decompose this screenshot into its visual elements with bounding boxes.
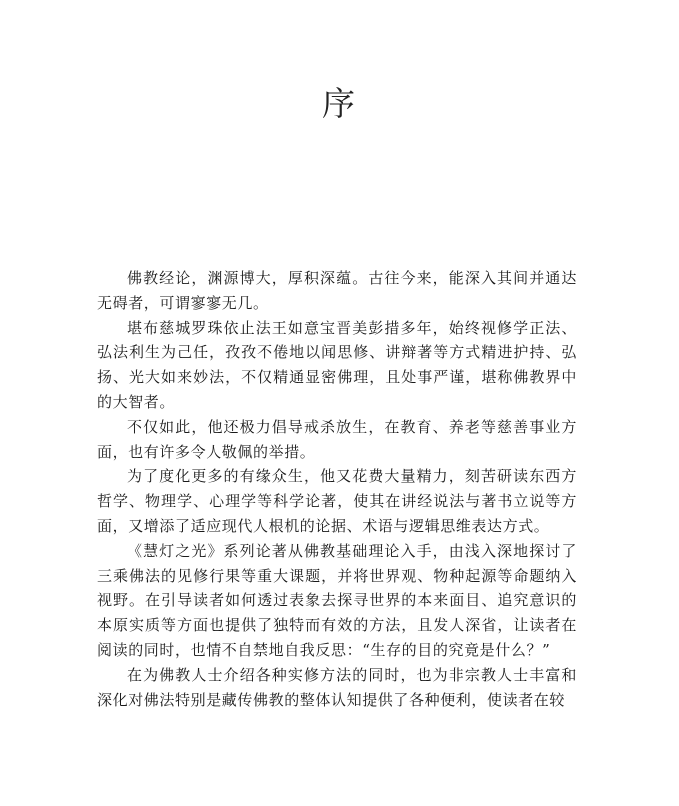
page-title: 序 xyxy=(322,84,357,123)
paragraph: 不仅如此，他还极力倡导戒杀放生，在教育、养老等慈善事业方面，也有许多令人敬佩的举措。 xyxy=(97,417,577,461)
paragraph: 为了度化更多的有缘众生，他又花费大量精力，刻苦研读东西方哲学、物理学、心理学等科学论著，使其在讲经说法与著书立说等方面，又增添了适应现代人根机的论据、术语与逻辑思维表达方式。 xyxy=(97,467,577,535)
preface-body xyxy=(97,266,577,712)
paragraph: 《慧灯之光》系列论著从佛教基础理论入手，由浅入深地探讨了三乘佛法的见修行果等重大课题，并将世界观、物种起源等命题纳入视野。在引导读者如何透过表象去探寻世界的本来面目、追究意识的本原实质等方面也提供了独特而有效的方法，且发人深省，让读者在阅读的同时，也情不自禁地自我反思：“生存的目的究竟是什么？” xyxy=(97,541,577,659)
paragraph: 堪布慈城罗珠依止法王如意宝晋美彭措多年，始终视修学正法、弘法利生为己任，孜孜不倦地以闻思修、讲辩著等方式精进护持、弘扬、光大如来妙法，不仅精通显密佛理，且处事严谨，堪称佛教界中的大智者。 xyxy=(97,318,577,411)
paragraph: 佛教经论，渊源博大，厚积深蕴。古往今来，能深入其间并通达无碍者，可谓寥寥无几。 xyxy=(97,269,577,312)
paragraph: 在为佛教人士介绍各种实修方法的同时，也为非宗教人士丰富和深化对佛法特别是藏传佛教的整体认知提供了各种便利，使读者在较 xyxy=(97,665,577,709)
